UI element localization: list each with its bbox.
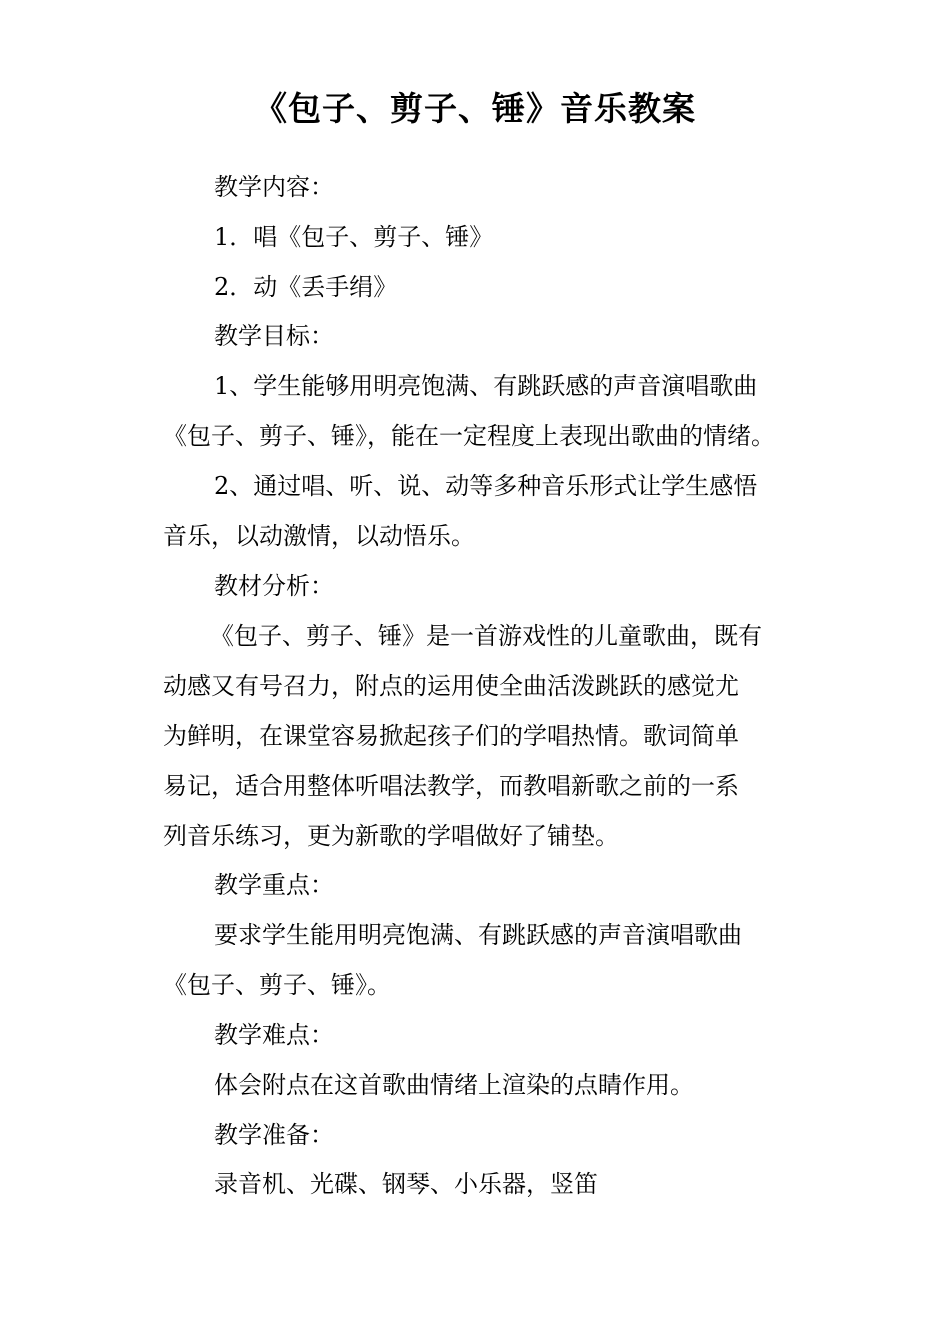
analysis-line-4: 易记，适合用整体听唱法教学，而教唱新歌之前的一系 [163, 772, 739, 800]
heading-analysis: 教材分析： [214, 572, 334, 600]
objective-1-line-1: 1、学生能够用明亮饱满、有跳跃感的声音演唱歌曲 [214, 372, 758, 400]
preparation-line: 录音机、光碟、钢琴、小乐器，竖笛 [214, 1170, 598, 1198]
objective-1-line-2: 《包子、剪子、锤》，能在一定程度上表现出歌曲的情绪。 [163, 422, 775, 450]
heading-key-points: 教学重点： [214, 871, 334, 899]
difficulties-line: 体会附点在这首歌曲情绪上渲染的点睛作用。 [214, 1071, 694, 1099]
content-item-1: 1．唱《包子、剪子、锤》 [214, 223, 494, 251]
content-item-2: 2．动《丢手绢》 [214, 273, 398, 301]
document-title: 《包子、剪子、锤》音乐教案 [254, 89, 696, 128]
heading-objectives: 教学目标： [214, 322, 334, 350]
analysis-line-2: 动感又有号召力，附点的运用使全曲活泼跳跃的感觉尤 [163, 672, 739, 700]
heading-difficulties: 教学难点： [214, 1021, 334, 1049]
objective-2-line-1: 2、通过唱、听、说、动等多种音乐形式让学生感悟 [214, 472, 758, 500]
analysis-line-1: 《包子、剪子、锤》是一首游戏性的儿童歌曲，既有 [210, 622, 762, 650]
analysis-line-5: 列音乐练习，更为新歌的学唱做好了铺垫。 [163, 822, 619, 850]
objective-2-line-2: 音乐，以动激情，以动悟乐。 [163, 522, 475, 550]
key-points-line-2: 《包子、剪子、锤》。 [163, 971, 391, 999]
analysis-line-3: 为鲜明，在课堂容易掀起孩子们的学唱热情。歌词简单 [163, 722, 739, 750]
heading-preparation: 教学准备： [214, 1121, 334, 1149]
heading-content: 教学内容： [214, 173, 334, 201]
key-points-line-1: 要求学生能用明亮饱满、有跳跃感的声音演唱歌曲 [214, 921, 742, 949]
